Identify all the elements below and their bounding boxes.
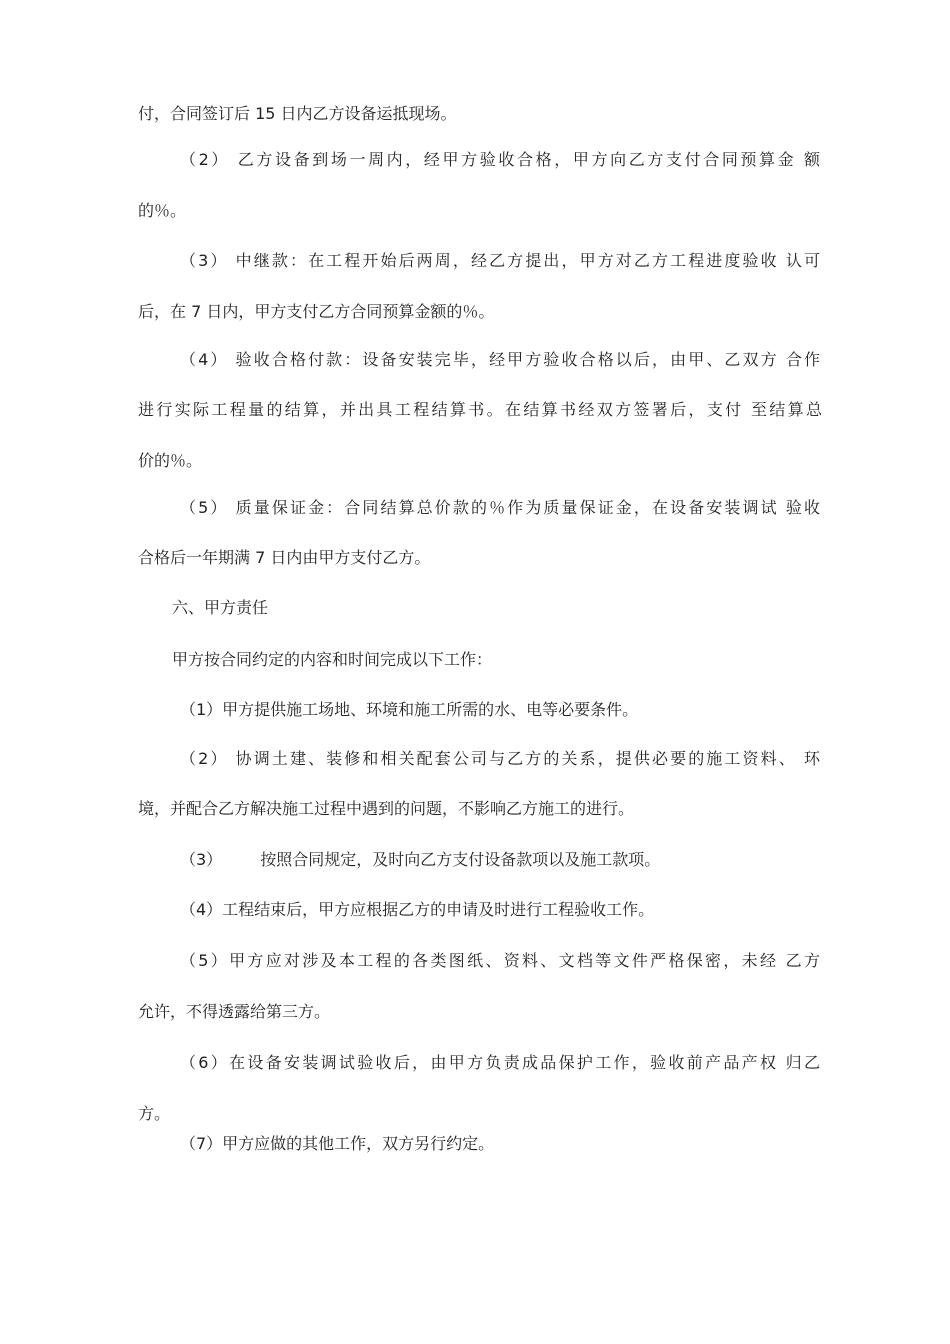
list-item: （6）在设备安装调试验收后，由甲方负责成品保护工作，验收前产品产权 归乙 (180, 1053, 820, 1072)
list-item: （7）甲方应做的其他工作，双方另行约定。 (180, 1134, 495, 1153)
section-heading: 六、甲方责任 (172, 598, 269, 617)
paragraph-text: 后，在 7 日内，甲方支付乙方合同预算金额的％。 (138, 302, 495, 321)
list-item-label: （3） (180, 850, 223, 869)
paragraph-text: （2） 乙方设备到场一周内，经甲方验收合格，甲方向乙方支付合同预算金 额 (180, 150, 820, 169)
paragraph-text: （3） 中继款：在工程开始后两周，经乙方提出，甲方对乙方工程进度验收 认可 (180, 251, 820, 270)
paragraph-text: 价的％。 (138, 451, 203, 470)
list-item: （5）甲方应对涉及本工程的各类图纸、资料、文档等文件严格保密，未经 乙方 (180, 951, 820, 970)
paragraph-text: 的％。 (138, 201, 187, 220)
list-item: （1）甲方提供施工场地、环境和施工所需的水、电等必要条件。 (180, 700, 639, 719)
paragraph-text: （5） 质量保证金：合同结算总价款的％作为质量保证金，在设备安装调试 验收 (180, 498, 820, 517)
paragraph-text: 进行实际工程量的结算，并出具工程结算书。在结算书经双方签署后，支付 至结算总 (138, 400, 822, 419)
paragraph-text: 付，合同签订后 15 日内乙方设备运抵现场。 (138, 104, 457, 123)
list-item: 境，并配合乙方解决施工过程中遇到的问题，不影响乙方施工的进行。 (138, 799, 635, 818)
paragraph-text: 甲方按合同约定的内容和时间完成以下工作： (172, 650, 493, 669)
list-item: 允许，不得透露给第三方。 (138, 1002, 331, 1021)
list-item-text: 按照合同规定，及时向乙方支付设备款项以及施工款项。 (260, 850, 661, 869)
list-item: 方。 (138, 1104, 171, 1123)
list-item: （2） 协调土建、装修和相关配套公司与乙方的关系，提供必要的施工资料、 环 (180, 749, 820, 768)
paragraph-text: 合格后一年期满 7 日内由甲方支付乙方。 (138, 548, 431, 567)
paragraph-text: （4） 验收合格付款：设备安装完毕，经甲方验收合格以后，由甲、乙双方 合作 (180, 350, 820, 369)
list-item (180, 849, 660, 871)
list-item: （4）工程结束后，甲方应根据乙方的申请及时进行工程验收工作。 (180, 900, 655, 919)
